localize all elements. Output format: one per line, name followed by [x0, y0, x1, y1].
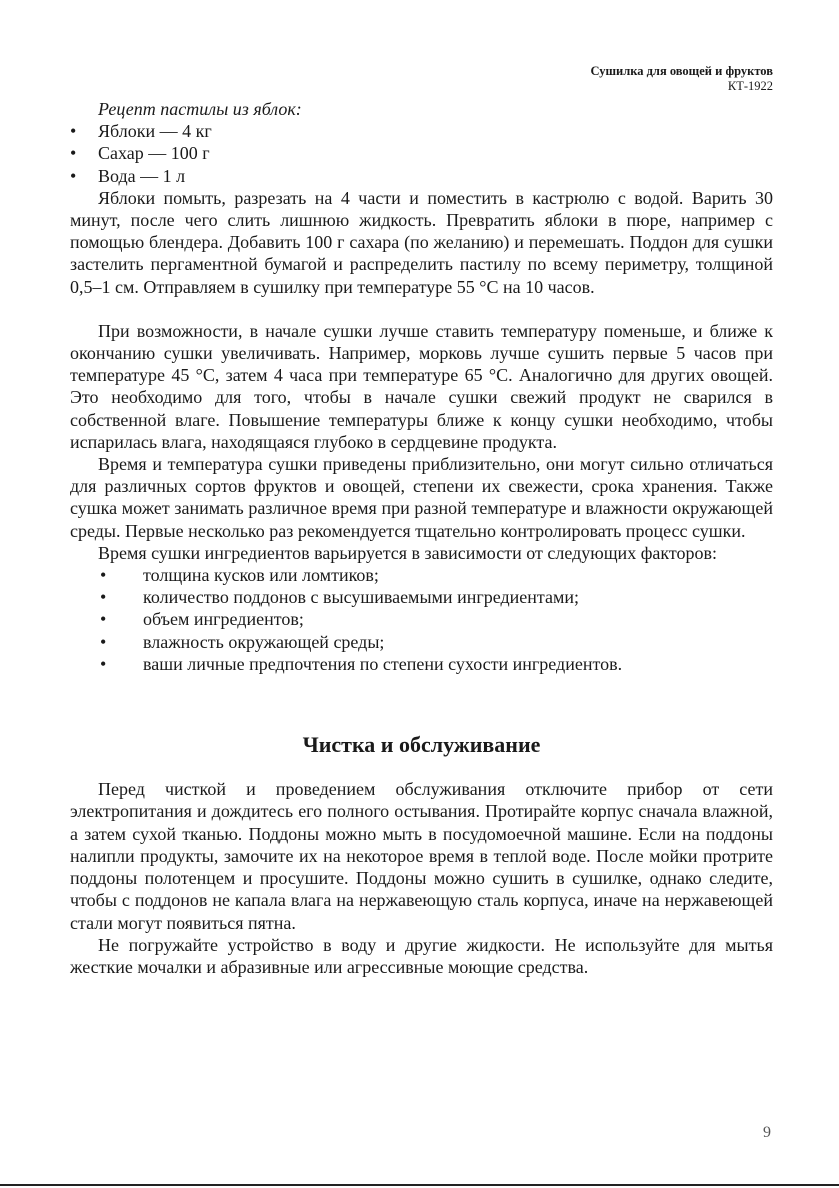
header-product-name: Сушилка для овощей и фруктов: [590, 64, 773, 78]
ingredients-list: [70, 120, 773, 187]
tips-paragraph-3: Время сушки ингредиентов варьируется в зависимости от следующих факторов:: [98, 542, 717, 563]
recipe-title: Рецепт пастилы из яблок:: [98, 99, 302, 119]
bottom-divider: [0, 1184, 839, 1186]
ingredient-item: • Вода — 1 л: [70, 165, 773, 187]
factor-item: • объем ингредиентов;: [70, 608, 773, 630]
tips-paragraph-2: Время и температура сушки приведены приблизительно, они могут сильно отличаться для различных сортов фруктов и овощей, степени их свежести, срока хранения. Также сушка может занимать различное время при разной температуре и влажности окружающей среды. Первые несколько раз рекомендуется тщательно контролировать процесс сушки.: [70, 454, 773, 541]
section-title-cleaning: Чистка и обслуживание: [302, 732, 541, 758]
factor-item: • ваши личные предпочтения по степени сухости ингредиентов.: [70, 653, 773, 675]
cleaning-paragraph-1: Перед чисткой и проведением обслуживания отключите прибор от сети электропитания и дождитесь его полного остывания. Протирайте корпус сначала влажной, а затем сухой тканью. Поддоны можно мыть в посудомоечной машине. Если на поддоны налипли продукты, замочите их на некоторое время в теплой воде. После мойки протрите поддоны полотенцем и просушите. Поддоны можно сушить в сушилке, однако следите, чтобы с поддонов не капала влага на нержавеющую сталь корпуса, иначе на нержавеющей стали могут появиться пятна.: [70, 779, 773, 933]
factor-item: • влажность окружающей среды;: [70, 631, 773, 653]
tips-paragraph-1: При возможности, в начале сушки лучше ставить температуру поменьше, и ближе к окончанию сушки увеличивать. Например, морковь лучше сушить первые 5 часов при температуре 45 °С, затем 4 часа при температуре 65 °С. Аналогично для других овощей. Это необходимо для того, чтобы в начале сушки свежий продукт не сварился в собственной влаге. Повышение температуры ближе к концу сушки необходимо, чтобы испарилась влага, находящаяся глубоко в сердцевине продукта.: [70, 320, 773, 452]
factor-item: • толщина кусков или ломтиков;: [70, 564, 773, 586]
factors-list: [70, 564, 773, 675]
cleaning-paragraph-2: Не погружайте устройство в воду и другие жидкости. Не используйте для мытья жесткие мочалки и абразивные или агрессивные моющие средства.: [70, 934, 773, 977]
ingredient-item: • Яблоки — 4 кг: [70, 120, 773, 142]
page-header: [590, 64, 773, 94]
page-content: [70, 98, 773, 978]
paragraph-gap: [70, 298, 773, 320]
ingredient-item: • Сахар — 100 г: [70, 142, 773, 164]
header-model: КТ-1922: [727, 79, 773, 93]
factor-item: • количество поддонов с высушиваемыми ингредиентами;: [70, 586, 773, 608]
page-number: 9: [763, 1124, 771, 1141]
recipe-instructions: Яблоки помыть, разрезать на 4 части и поместить в кастрюлю с водой. Варить 30 минут, после чего слить лишнюю жидкость. Превратить яблоки в пюре, например с помощью блендера. Добавить 100 г сахара (по желанию) и перемешать. Поддон для сушки застелить пергаментной бумагой и распределить пастилу по всему периметру, толщиной 0,5–1 см. Отправляем в сушилку при температуре 55 °С на 10 часов.: [70, 187, 773, 297]
